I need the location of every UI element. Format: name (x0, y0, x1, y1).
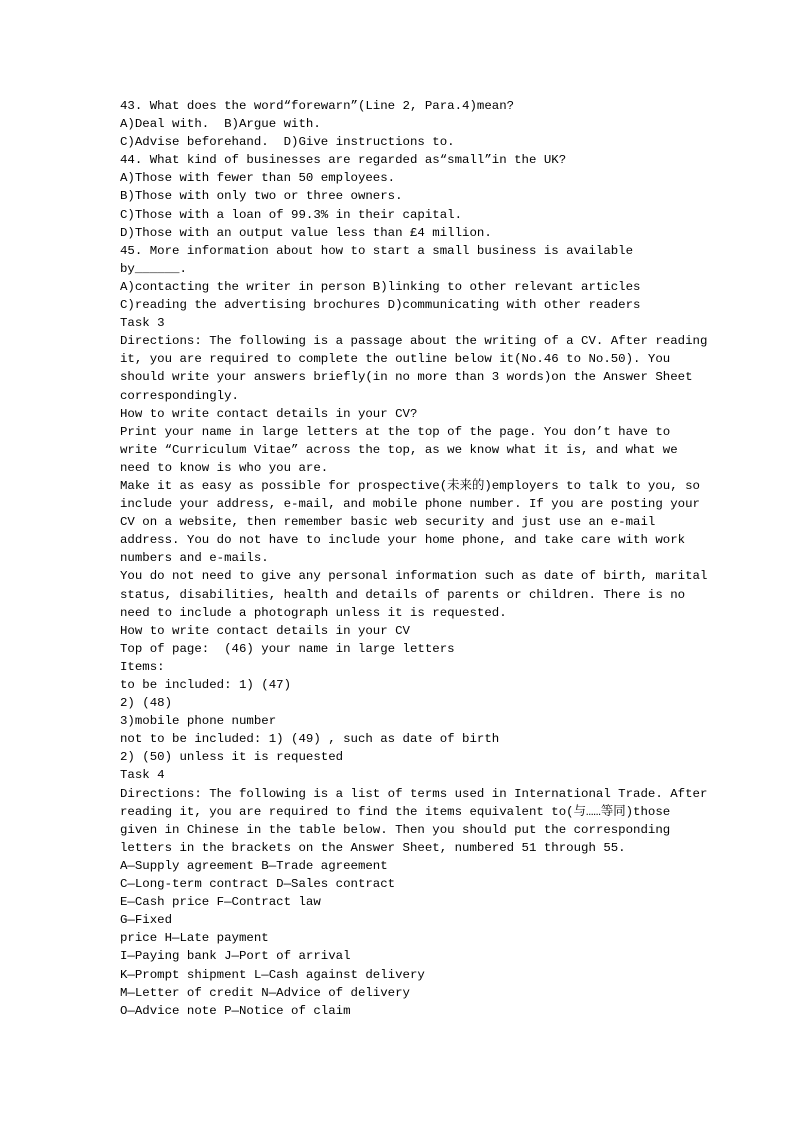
passage-text: write “Curriculum Vitae” across the top, as we know what it is, and what we (120, 442, 678, 457)
directions-text: it, you are required to complete the outline below it(No.46 to No.50). You (120, 352, 671, 367)
option-line: C)Those with a loan of 99.3% in their capital. (120, 207, 463, 222)
passage-text: include your address, e-mail, and mobile phone number. If you are posting your (120, 497, 700, 512)
outline-item: 3)mobile phone number (120, 714, 277, 729)
term-line: G—Fixed (120, 913, 173, 928)
outline-item: to be included: 1) (47) (120, 678, 292, 692)
term-line: I—Paying bank J—Port of arrival (120, 949, 351, 964)
question-45-blank: by______. (120, 261, 187, 276)
option-line: A)contacting the writer in person B)linking to other relevant articles (120, 279, 641, 294)
passage-title: How to write contact details in your CV? (120, 406, 418, 421)
task-4-heading: Task 4 (120, 768, 165, 783)
term-line: O—Advice note P—Notice of claim (120, 1003, 351, 1018)
passage-text: need to include a photograph unless it is requested. (120, 605, 507, 620)
passage-text: address. You do not have to include your home phone, and take care with work (120, 533, 686, 548)
directions-text: Directions: The following is a passage about the writing of a CV. After reading (120, 334, 708, 349)
term-line: E—Cash price F—Contract law (120, 895, 321, 910)
question-43: 43. What does the word“forewarn”(Line 2, Para.4)mean? (120, 99, 515, 113)
directions-text: Directions: The following is a list of terms used in International Trade. After (120, 786, 708, 801)
outline-item: not to be included: 1) (49) , such as date of birth (120, 732, 500, 747)
outline-title: How to write contact details in your CV (120, 623, 410, 638)
term-line: K—Prompt shipment L—Cash against delivery (120, 967, 425, 982)
directions-text: letters in the brackets on the Answer Sheet, numbered 51 through 55. (120, 840, 626, 855)
question-45: 45. More information about how to start a small business is available (120, 243, 634, 258)
option-line: C)Advise beforehand. D)Give instructions to. (120, 135, 455, 150)
directions-text: correspondingly. (120, 388, 239, 403)
passage-text: numbers and e-mails. (120, 551, 269, 566)
option-line: C)reading the advertising brochures D)communicating with other readers (120, 298, 641, 313)
passage-text: Make it as easy as possible for prospective(未来的)employers to talk to you, so (120, 478, 700, 493)
outline-item: 2) (50) unless it is requested (120, 750, 344, 765)
outline-item: 2) (48) (120, 696, 173, 711)
passage-text: Print your name in large letters at the top of the page. You don’t have to (120, 424, 671, 439)
term-line: M—Letter of credit N—Advice of delivery (120, 985, 410, 1000)
option-line: A)Those with fewer than 50 employees. (120, 171, 396, 186)
directions-text: should write your answers briefly(in no more than 3 words)on the Answer Sheet (120, 370, 693, 385)
term-line: A—Supply agreement B—Trade agreement (120, 858, 388, 873)
option-line: D)Those with an output value less than £4 million. (120, 225, 492, 240)
directions-text: reading it, you are required to find the items equivalent to(与……等同)those (120, 804, 671, 819)
option-line: B)Those with only two or three owners. (120, 189, 403, 204)
document-body (120, 97, 708, 1020)
passage-text: need to know is who you are. (120, 460, 329, 475)
term-line: price H—Late payment (120, 931, 269, 946)
outline-item: Items: (120, 659, 165, 674)
passage-text: status, disabilities, health and details of parents or children. There is no (120, 587, 686, 602)
task-3-heading: Task 3 (120, 316, 165, 331)
outline-item: Top of page: (46) your name in large letters (120, 641, 455, 656)
passage-text: CV on a website, then remember basic web security and just use an e-mail (120, 515, 656, 530)
option-line: A)Deal with. B)Argue with. (120, 117, 321, 132)
directions-text: given in Chinese in the table below. Then you should put the corresponding (120, 822, 671, 837)
question-44: 44. What kind of businesses are regarded as“small”in the UK? (120, 153, 567, 168)
passage-text: You do not need to give any personal information such as date of birth, marital (120, 569, 708, 584)
term-line: C—Long-term contract D—Sales contract (120, 877, 396, 892)
